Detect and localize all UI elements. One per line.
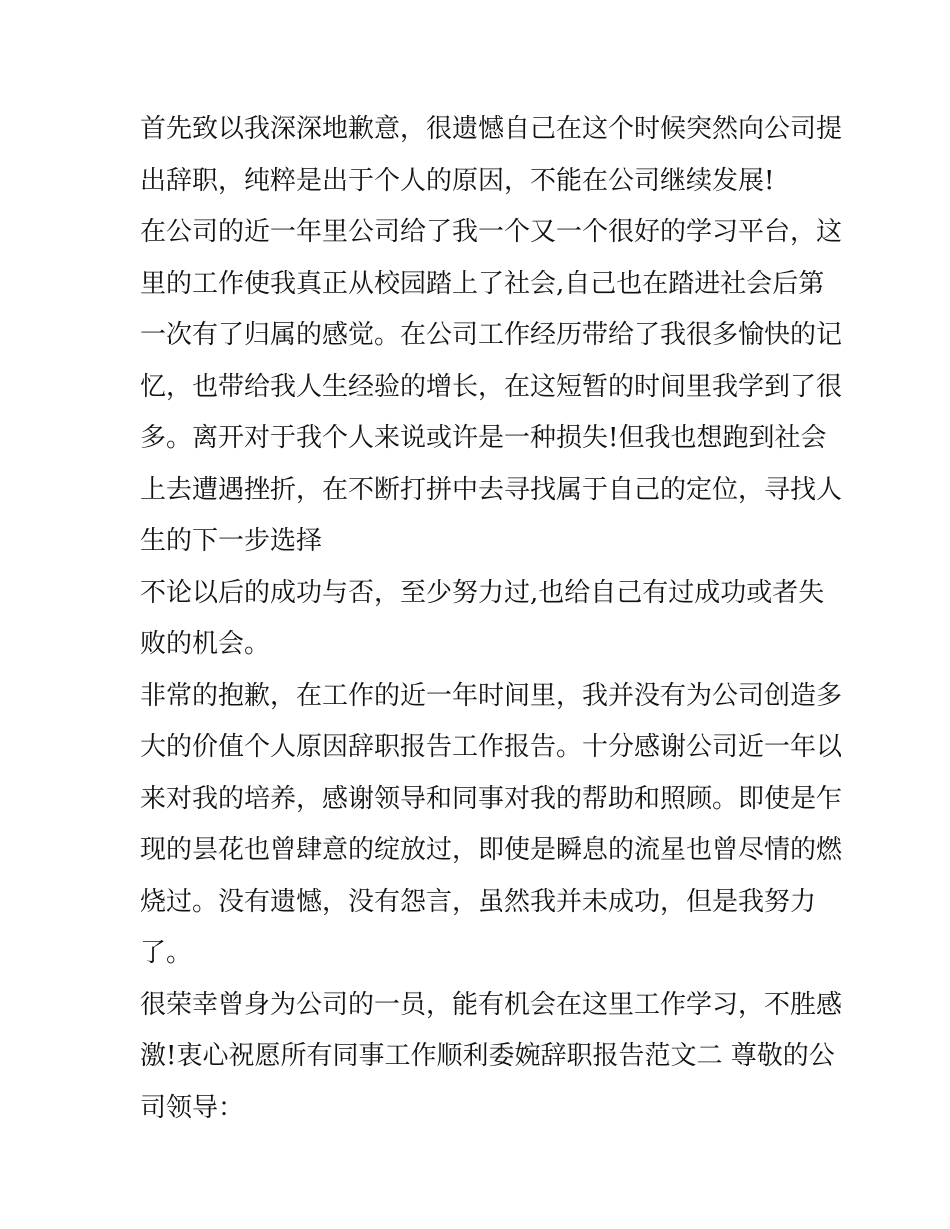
text-line: 很荣幸曾身为公司的一员，能有机会在这里工作学习，不胜感 bbox=[140, 989, 843, 1020]
text-line: 现的昙花也曾肆意的绽放过，即使是瞬息的流星也曾尽情的燃 bbox=[140, 835, 843, 865]
text-line: 上去遭遇挫折，在不断打拼中去寻找属于自己的定位，寻找人 bbox=[140, 474, 843, 505]
document-body bbox=[140, 104, 843, 1134]
text-line: 非常的抱歉，在工作的近一年时间里，我并没有为公司创造多 bbox=[140, 680, 843, 711]
text-line: 大的价值个人原因辞职报告工作报告。十分感谢公司近一年以 bbox=[140, 732, 843, 762]
text-line: 在公司的近一年里公司给了我一个又一个很好的学习平台，这 bbox=[140, 217, 843, 247]
text-line: 里的工作使我真正从校园踏上了社会,自己也在踏进社会后第 bbox=[140, 268, 825, 299]
text-line: 来对我的培养，感谢领导和同事对我的帮助和照顾。即使是乍 bbox=[140, 783, 843, 814]
text-line: 多。离开对于我个人来说或许是一种损失!但我也想跑到社会 bbox=[140, 423, 827, 453]
text-line: 败的机会。 bbox=[140, 629, 271, 659]
text-line: 忆，也带给我人生经验的增长，在这短暂的时间里我学到了很 bbox=[140, 371, 843, 402]
text-line: 司领导： bbox=[140, 1092, 245, 1123]
text-line: 不论以后的成功与否，至少努力过,也给自己有过成功或者失 bbox=[140, 577, 825, 608]
text-line: 激!衷心祝愿所有同事工作顺利委婉辞职报告范文二 尊敬的公 bbox=[140, 1041, 835, 1071]
text-line: 烧过。没有遗憾，没有怨言，虽然我并未成功，但是我努力 bbox=[140, 886, 817, 917]
text-line: 出辞职，纯粹是出于个人的原因，不能在公司继续发展! bbox=[140, 165, 775, 196]
text-line: 了。 bbox=[140, 938, 193, 968]
text-line: 一次有了归属的感觉。在公司工作经历带给了我很多愉快的记 bbox=[140, 320, 843, 350]
text-line: 生的下一步选择 bbox=[140, 526, 323, 556]
text-line: 首先致以我深深地歉意，很遗憾自己在这个时候突然向公司提 bbox=[140, 114, 843, 144]
